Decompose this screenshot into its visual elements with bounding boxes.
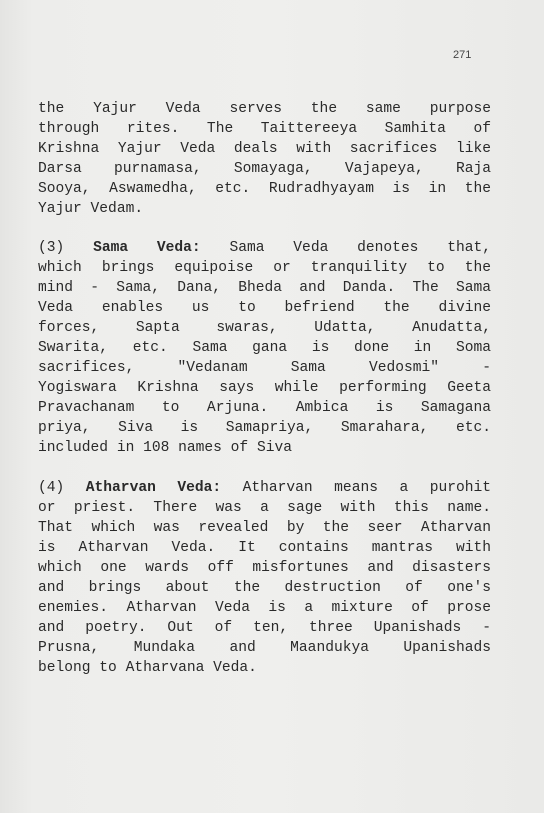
text-line: mind - Sama, Dana, Bheda and Danda. The Sama [38,280,491,296]
text-line: and poetry. Out of ten, three Upanishads - [38,620,491,636]
text-line: Sooya, Aswamedha, etc. Rudradhyayam is in the [38,181,491,197]
text-line: Swarita, etc. Sama gana is done in Soma [38,340,491,356]
text-line: forces, Sapta swaras, Udatta, Anudatta, [38,320,491,336]
text-line: and brings about the destruction of one's [38,580,491,596]
heading-line [38,238,491,258]
heading-line [38,478,491,498]
text-line: Prusna, Mundaka and Maandukya Upanishads [38,640,491,656]
text-line: sacrifices, "Vedanam Sama Vedosmi" - [38,360,491,376]
text-line: Darsa purnamasa, Somayaga, Vajapeya, Raja [38,161,491,177]
paragraph-yajur-veda [38,99,491,219]
heading-line-text: Sama Veda denotes that, [229,240,491,256]
text-line: which one wards off misfortunes and disasters [38,560,491,576]
section-number: (4) [38,480,65,496]
text-line: included in 108 names of Siva [38,440,292,456]
text-line: Yogiswara Krishna says while performing Geeta [38,380,491,396]
text-line: enemies. Atharvan Veda is a mixture of prose [38,600,491,616]
text-line: through rites. The Taittereeya Samhita of [38,121,491,137]
paragraph-sama-veda [38,238,491,458]
heading-line-text: Atharvan means a purohit [242,480,491,496]
section-number: (3) [38,240,65,256]
text-line: or priest. There was a sage with this name. [38,500,491,516]
section-heading: Atharvan Veda: [85,480,222,496]
text-line: belong to Atharvana Veda. [38,660,257,676]
text-line: which brings equipoise or tranquility to the [38,260,491,276]
section-heading: Sama Veda: [93,240,201,256]
paragraph-atharvan-veda [38,478,491,678]
text-line: priya, Siva is Samapriya, Smarahara, etc. [38,420,491,436]
text-line: Pravachanam to Arjuna. Ambica is Samagana [38,400,491,416]
text-line: Krishna Yajur Veda deals with sacrifices like [38,141,491,157]
text-line: Veda enables us to befriend the divine [38,300,491,316]
page-number: 271 [453,49,472,61]
text-line: Yajur Vedam. [38,201,144,217]
text-line: the Yajur Veda serves the same purpose [38,101,491,117]
text-line: That which was revealed by the seer Atharvan [38,520,491,536]
text-line: is Atharvan Veda. It contains mantras with [38,540,491,556]
